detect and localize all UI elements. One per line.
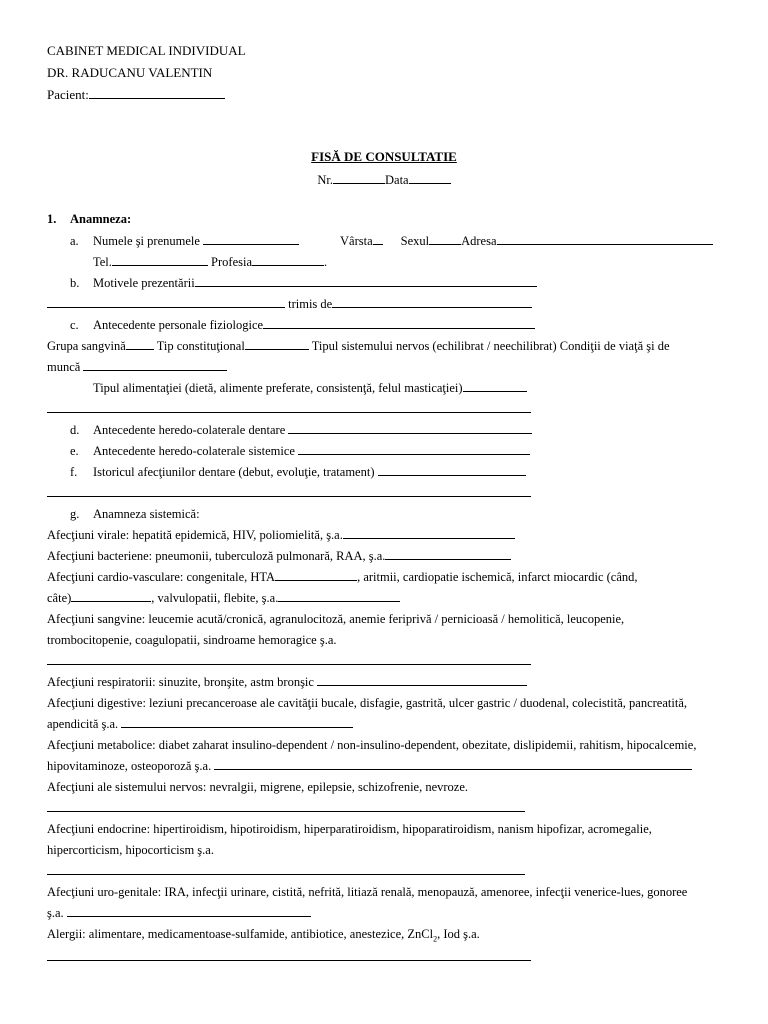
- patient-label: Pacient:: [47, 87, 89, 102]
- digestive-line-2: [47, 716, 353, 732]
- section-number: 1.: [47, 212, 57, 226]
- nervous-field[interactable]: [47, 811, 525, 812]
- nervous-label: Afecţiuni ale sistemului nervos: nevralgii, migrene, epilepsie, schizofrenie, nevroze.: [47, 780, 469, 794]
- work-line: [47, 359, 227, 375]
- name-line: [93, 233, 299, 249]
- reasons-field[interactable]: [195, 275, 537, 287]
- item-letter-e: e.: [70, 444, 79, 458]
- data-field[interactable]: [409, 172, 451, 184]
- dental-history-line: [93, 464, 526, 480]
- address-field[interactable]: [497, 233, 713, 245]
- endocrine-field[interactable]: [47, 874, 525, 875]
- profession-period: .: [324, 255, 328, 269]
- sex-field[interactable]: [429, 233, 461, 245]
- cardio-label: Afecţiuni cardio-vasculare: congenitale, HTA: [47, 570, 276, 584]
- digestive-label-2: apendicită ş.a.: [47, 717, 119, 731]
- metabolic-field[interactable]: [214, 758, 692, 770]
- diet-label: Tipul alimentaţiei (dietă, alimente preferate, consistenţă, felul masticaţiei): [93, 381, 463, 395]
- sent-by-label: trimis de: [288, 297, 333, 311]
- tel-label: Tel.: [93, 255, 112, 269]
- item-letter-c: c.: [70, 318, 79, 332]
- allergy-label-continued: , Iod ş.a.: [437, 927, 480, 941]
- constitution-field[interactable]: [245, 338, 309, 350]
- nervous-type-label: Tipul sistemului nervos (echilibrat / neechilibrat) Condiţii de viaţă şi de: [311, 339, 670, 353]
- cardio-valvular-label: , valvulopatii, flebite, ş.a.: [151, 591, 279, 605]
- respiratory-line: [47, 674, 527, 690]
- viral-field[interactable]: [343, 527, 515, 539]
- blood-disorders-field[interactable]: [47, 664, 531, 665]
- doctor-name: DR. RADUCANU VALENTIN: [47, 65, 213, 80]
- blood-group-label: Grupa sangvină: [47, 339, 126, 353]
- allergy-subscript: 2: [433, 934, 438, 944]
- sent-by-line: [47, 296, 532, 312]
- blood-disorders-label-2: trombocitopenie, coagulopatii, sindroame hemoragice ş.a.: [47, 633, 337, 647]
- patient-field[interactable]: [89, 87, 225, 99]
- cardio-field[interactable]: [278, 590, 400, 602]
- allergy-field[interactable]: [47, 960, 531, 961]
- dental-history-continuation-line[interactable]: [47, 496, 531, 497]
- item-letter-b: b.: [70, 276, 80, 290]
- systemic-hereditary-label: Antecedente heredo-colaterale sistemice: [93, 444, 295, 458]
- metabolic-label-2: hipovitaminoze, osteoporoză ş.a.: [47, 759, 212, 773]
- work-label: muncă: [47, 360, 81, 374]
- age-sex-address-line: [340, 233, 713, 249]
- cardio-when-field[interactable]: [71, 590, 151, 602]
- item-letter-g: g.: [70, 507, 80, 521]
- section-title: Anamneza:: [70, 212, 132, 226]
- metabolic-label-1: Afecţiuni metabolice: diabet zaharat insulino-dependent / non-insulino-dependent, obezitate, dislipidemii, rahitism, hipocalcemie,: [47, 738, 697, 752]
- work-field[interactable]: [83, 359, 227, 371]
- item-letter-a: a.: [70, 234, 79, 248]
- dental-hereditary-line: [93, 422, 532, 438]
- physiological-line: [93, 317, 535, 333]
- age-field[interactable]: [373, 233, 383, 245]
- cardio-label-continued: , aritmii, cardiopatie ischemică, infarct miocardic (când,: [357, 570, 638, 584]
- cardio-line-1: [47, 569, 638, 585]
- systemic-hereditary-line: [93, 443, 530, 459]
- uro-label-1: Afecţiuni uro-genitale: IRA, infecţii urinare, cistită, nefrită, litiază renală, menopauză, amenoree, infecţii venerice-lues, gonoree: [47, 885, 688, 899]
- dental-hereditary-label: Antecedente heredo-colaterale dentare: [93, 423, 286, 437]
- nr-field[interactable]: [333, 172, 385, 184]
- diet-continuation-line[interactable]: [47, 412, 531, 413]
- bacterial-label: Afecţiuni bacteriene: pneumonii, tuberculoză pulmonară, RAA, ş.a.: [47, 549, 386, 563]
- dental-history-label: Istoricul afecţiunilor dentare (debut, evoluţie, tratament): [93, 465, 375, 479]
- metabolic-line-2: [47, 758, 692, 774]
- systemic-anamnesis-label: Anamneza sistemică:: [93, 507, 200, 521]
- endocrine-label-1: Afecţiuni endocrine: hipertiroidism, hipotiroidism, hiperparatiroidism, hipoparatiroidism, nanism hipofizar, acromegalie,: [47, 822, 652, 836]
- uro-line-2: [47, 905, 311, 921]
- hta-field[interactable]: [275, 569, 357, 581]
- sex-label: Sexul: [400, 234, 430, 248]
- viral-label: Afecţiuni virale: hepatită epidemică, HIV, poliomielită, ş.a.: [47, 528, 343, 542]
- reasons-field-continued[interactable]: [47, 296, 285, 308]
- age-label: Vârsta: [340, 234, 373, 248]
- blood-disorders-label-1: Afecţiuni sangvine: leucemie acută/cronică, agranulocitoză, anemie ferіprivă / pernicioasă / hemolitică, leucopenie,: [47, 612, 625, 626]
- clinic-name: CABINET MEDICAL INDIVIDUAL: [47, 43, 246, 58]
- data-label: Data: [385, 173, 409, 187]
- item-letter-f: f.: [70, 465, 78, 479]
- form-title: FISĂ DE CONSULTATIE: [311, 149, 457, 164]
- uro-field[interactable]: [67, 905, 311, 917]
- patient-line: [47, 87, 225, 103]
- physiological-label: Antecedente personale fiziologice: [93, 318, 264, 332]
- dental-hereditary-field[interactable]: [288, 422, 532, 434]
- item-letter-d: d.: [70, 423, 80, 437]
- bacterial-field[interactable]: [385, 548, 511, 560]
- cardio-when-label: câte): [47, 591, 72, 605]
- cardio-line-2: [47, 590, 400, 606]
- physiological-field[interactable]: [263, 317, 535, 329]
- blood-constitution-line: [47, 338, 670, 354]
- reasons-label: Motivele prezentării: [93, 276, 195, 290]
- allergy-label: Alergii: alimentare, medicamentoase-sulfamide, antibiotice, anestezice, ZnCl: [47, 927, 434, 941]
- sent-by-field[interactable]: [332, 296, 532, 308]
- tel-field[interactable]: [112, 254, 208, 266]
- constitution-label: Tip constituţional: [156, 339, 245, 353]
- respiratory-label: Afecţiuni respiratorii: sinuzite, bronşite, astm bronşic: [47, 675, 314, 689]
- profession-label: Profesia: [211, 255, 253, 269]
- uro-label-2: ş.a.: [47, 906, 64, 920]
- blood-group-field[interactable]: [126, 338, 154, 350]
- diet-field[interactable]: [463, 380, 527, 392]
- address-label: Adresa: [461, 234, 497, 248]
- endocrine-label-2: hipercorticism, hipocorticism ş.a.: [47, 843, 214, 857]
- name-field[interactable]: [203, 233, 299, 245]
- systemic-hereditary-field[interactable]: [298, 443, 530, 455]
- allergy-line: [47, 926, 480, 948]
- dental-history-field[interactable]: [378, 464, 526, 476]
- digestive-label-1: Afecţiuni digestive: leziuni precanceroase ale cavităţii bucale, disfagie, gastrită, ulcer gastric / duodenal, colecistită, pancreatită,: [47, 696, 687, 710]
- viral-line: [47, 527, 515, 543]
- name-label: Numele şi prenumele: [93, 234, 200, 248]
- nr-label: Nr.: [317, 173, 333, 187]
- diet-line: [93, 380, 527, 396]
- respiratory-field[interactable]: [317, 674, 527, 686]
- digestive-field[interactable]: [121, 716, 353, 728]
- reasons-line: [93, 275, 537, 291]
- bacterial-line: [47, 548, 511, 564]
- tel-profession-line: [93, 254, 327, 270]
- profession-field[interactable]: [252, 254, 324, 266]
- nr-data-line: [0, 172, 768, 188]
